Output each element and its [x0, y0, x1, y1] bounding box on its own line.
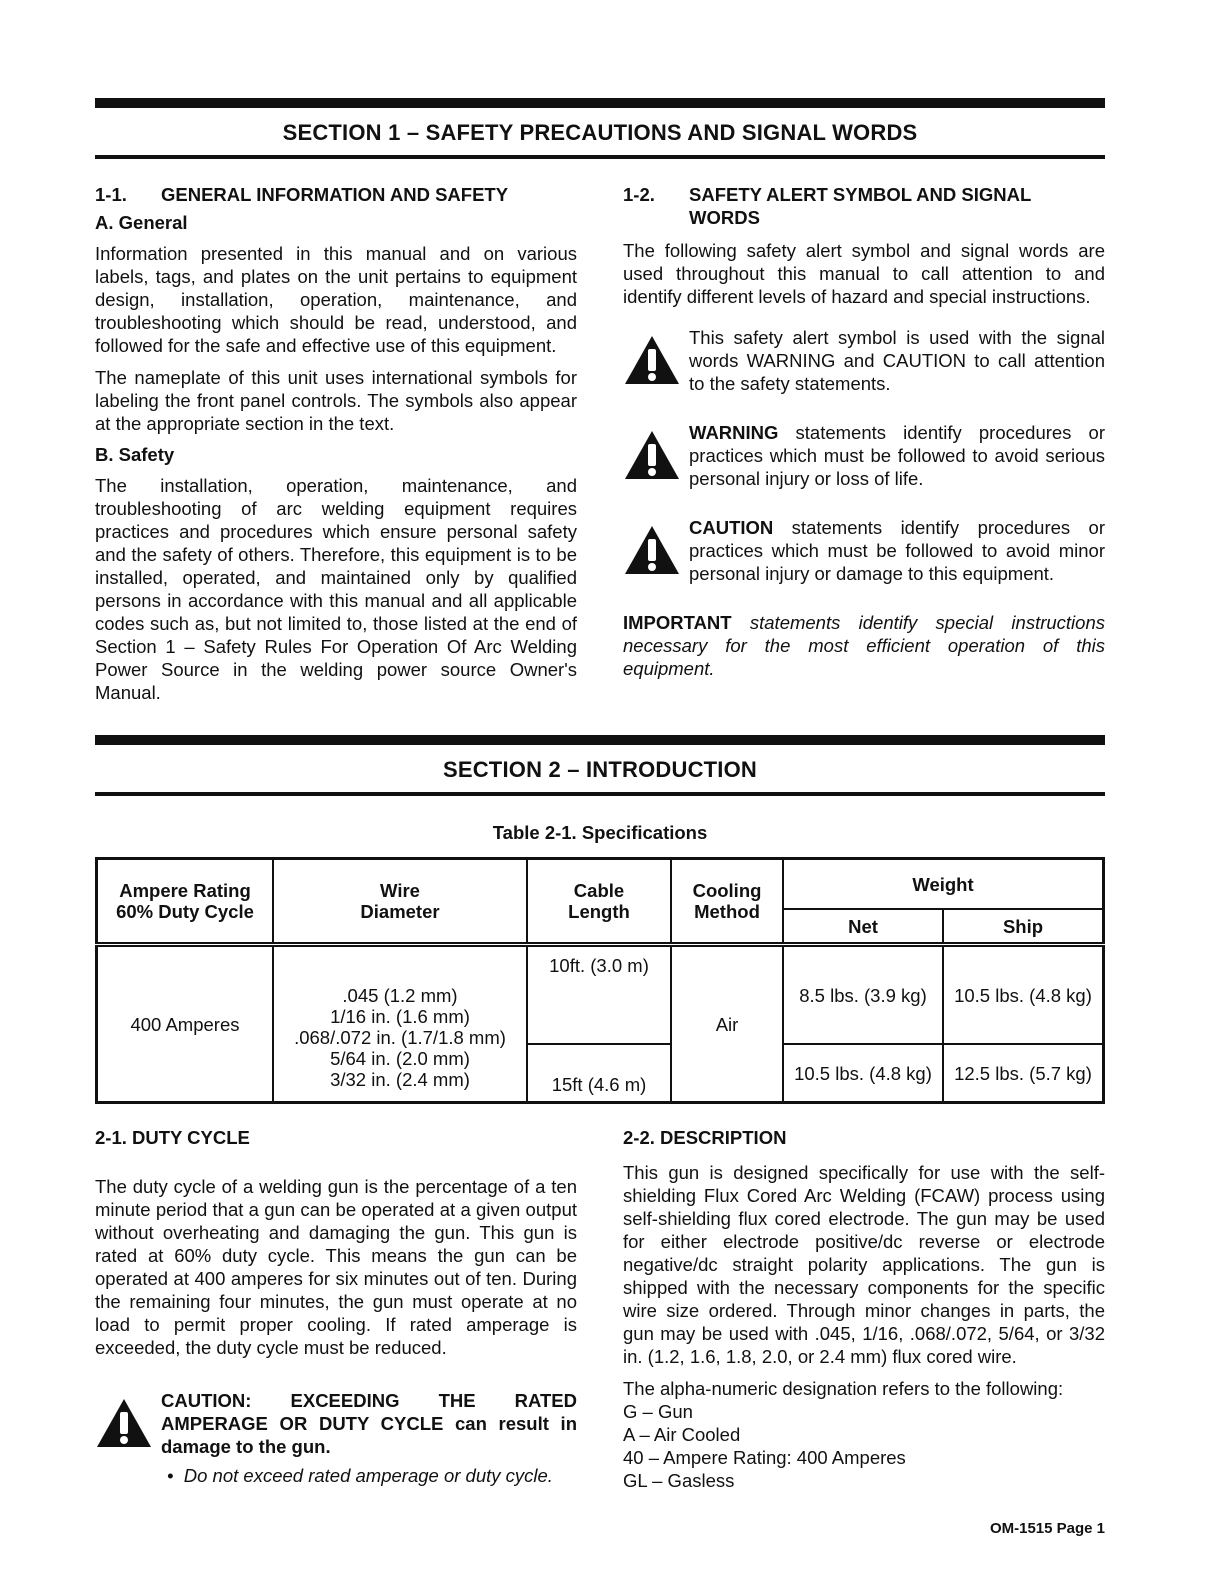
heading-safety-alert: 1-2. SAFETY ALERT SYMBOL AND SIGNAL WORDS: [623, 184, 1031, 228]
heading-general-information: 1-1. GENERAL INFORMATION AND SAFETY: [95, 184, 509, 205]
section2-title: SECTION 2 – INTRODUCTION: [442, 757, 758, 782]
list-item: G – Gun: [623, 1401, 693, 1422]
section2-right-column: [623, 1126, 1105, 1496]
list-item: 40 – Ampere Rating: 400 Amperes: [623, 1447, 906, 1468]
header-ampere-rating: Ampere Rating 60% Duty Cycle: [97, 859, 274, 945]
safety-alert-icon: [623, 516, 689, 576]
section1-title: SECTION 1 – SAFETY PRECAUTIONS AND SIGNAL WORDS: [282, 120, 918, 145]
header-cable-length: Cable Length: [527, 859, 671, 945]
section1-left-column: [95, 183, 577, 713]
page-footer: OM-1515 Page 1: [989, 1520, 1105, 1537]
list-item: A – Air Cooled: [623, 1424, 741, 1445]
designation-list: [623, 1377, 1105, 1492]
section-rule-top: [95, 735, 1105, 745]
specifications-table: [95, 857, 1105, 1104]
general-paragraph-1: Information presented in this manual and on various labels, tags, and plates on the unit pertains to equipment design, installation, operation, maintenance, and troubleshooting which should be read, understood, and followed for the safe and effective use of this equipment.: [95, 243, 577, 356]
heading-description: 2-2. DESCRIPTION: [623, 1127, 787, 1148]
list-item: GL – Gasless: [623, 1470, 735, 1491]
cell-cooling: Air: [671, 945, 783, 1103]
header-cooling-method: Cooling Method: [671, 859, 783, 945]
safety-alert-icon: [623, 421, 689, 481]
section2-columns: [95, 1126, 1105, 1496]
section1-columns: [95, 183, 1105, 713]
section-rule-bottom: [95, 155, 1105, 159]
symbol-statement: This safety alert symbol is used with the signal words WARNING and CAUTION to call attention to the safety statements.: [623, 326, 1105, 395]
signal-words-intro: The following safety alert symbol and signal words are used throughout this manual to call attention to and identify different levels of hazard and special instructions.: [623, 240, 1105, 307]
heading-duty-cycle: 2-1. DUTY CYCLE: [95, 1127, 250, 1148]
warning-statement: WARNING statements identify procedures or practices which must be followed to avoid serious personal injury or loss of life.: [623, 421, 1105, 490]
cell-ship-1: 10.5 lbs. (4.8 kg): [943, 945, 1104, 1045]
cell-net-2: 10.5 lbs. (4.8 kg): [783, 1044, 943, 1103]
cell-cable-15ft: 15ft (4.6 m): [527, 1044, 671, 1103]
cell-ampere: 400 Amperes: [97, 945, 274, 1103]
duty-cycle-paragraph: The duty cycle of a welding gun is the percentage of a ten minute period that a gun can be operated at a given output without overheating and damaging the gun. This gun is rated at 60% duty cycle. This means the gun can be operated at 400 amperes for six minutes out of ten. During the remaining four minutes, the gun must operate at no load to permit proper cooling. If rated amperage is exceeded, the duty cycle must be reduced.: [95, 1176, 577, 1358]
duty-cycle-caution: CAUTION: EXCEEDING THE RATED AMPERAGE OR DUTY CYCLE can result in damage to the gun.: [95, 1389, 577, 1458]
subheading-safety: B. Safety: [95, 444, 175, 465]
table-row: [97, 945, 1104, 1045]
header-ship: Ship: [943, 909, 1104, 945]
safety-paragraph: The installation, operation, maintenance, and troubleshooting of arc welding equipment requires practices and procedures which ensure personal safety and the safety of others. Therefore, this equipment is to be installed, operated, and maintained only by qualified persons in accordance with this manual and all applicable codes such as, but not limited to, those listed at the end of Section 1 – Safety Rules For Operation Of Arc Welding Power Source in the welding power source Owner's Manual.: [95, 475, 577, 703]
list-intro: The alpha-numeric designation refers to the following:: [623, 1378, 1064, 1399]
duty-cycle-bullet: • Do not exceed rated amperage or duty cycle.: [167, 1465, 553, 1486]
general-paragraph-2: The nameplate of this unit uses international symbols for labeling the front panel controls. The symbols also appear at the appropriate section in the text.: [95, 367, 577, 434]
header-wire-diameter: Wire Diameter: [273, 859, 527, 945]
section-rule-bottom: [95, 792, 1105, 796]
manual-page: [95, 98, 1105, 1496]
description-paragraph: This gun is designed specifically for use with the self-shielding Flux Cored Arc Welding (FCAW) process using self-shielding flux cored electrode. The gun may be used for either electrode positive/dc reverse or electrode negative/dc straight polarity applications. The gun is shipped with the necessary components for the specific wire size ordered. Through minor changes in parts, the gun may be used with .045, 1/16, .068/.072, 5/64, or 3/32 in. (1.2, 1.6, 1.8, 2.0, or 2.4 mm) flux cored wire.: [623, 1162, 1105, 1367]
safety-alert-icon: [95, 1389, 161, 1449]
table-caption: Table 2-1. Specifications: [492, 822, 708, 843]
cell-net-1: 8.5 lbs. (3.9 kg): [783, 945, 943, 1045]
important-statement: IMPORTANT statements identify special instructions necessary for the most efficient operation of this equipment.: [623, 612, 1105, 679]
table-header-row: [97, 859, 1104, 910]
header-weight: Weight: [783, 859, 1104, 910]
safety-alert-icon: [623, 326, 689, 386]
subheading-general: A. General: [95, 212, 188, 233]
section-rule-top: [95, 98, 1105, 108]
cell-wire-diameters: .045 (1.2 mm) 1/16 in. (1.6 mm) .068/.072 in. (1.7/1.8 mm) 5/64 in. (2.0 mm) 3/32 in. (2.4 mm): [273, 945, 527, 1103]
header-net: Net: [783, 909, 943, 945]
section2-left-column: [95, 1126, 577, 1496]
section1-right-column: [623, 183, 1105, 713]
cell-ship-2: 12.5 lbs. (5.7 kg): [943, 1044, 1104, 1103]
cell-cable-10ft: 10ft. (3.0 m): [527, 945, 671, 1045]
caution-statement: CAUTION statements identify procedures or practices which must be followed to avoid minor personal injury or damage to this equipment.: [623, 516, 1105, 585]
